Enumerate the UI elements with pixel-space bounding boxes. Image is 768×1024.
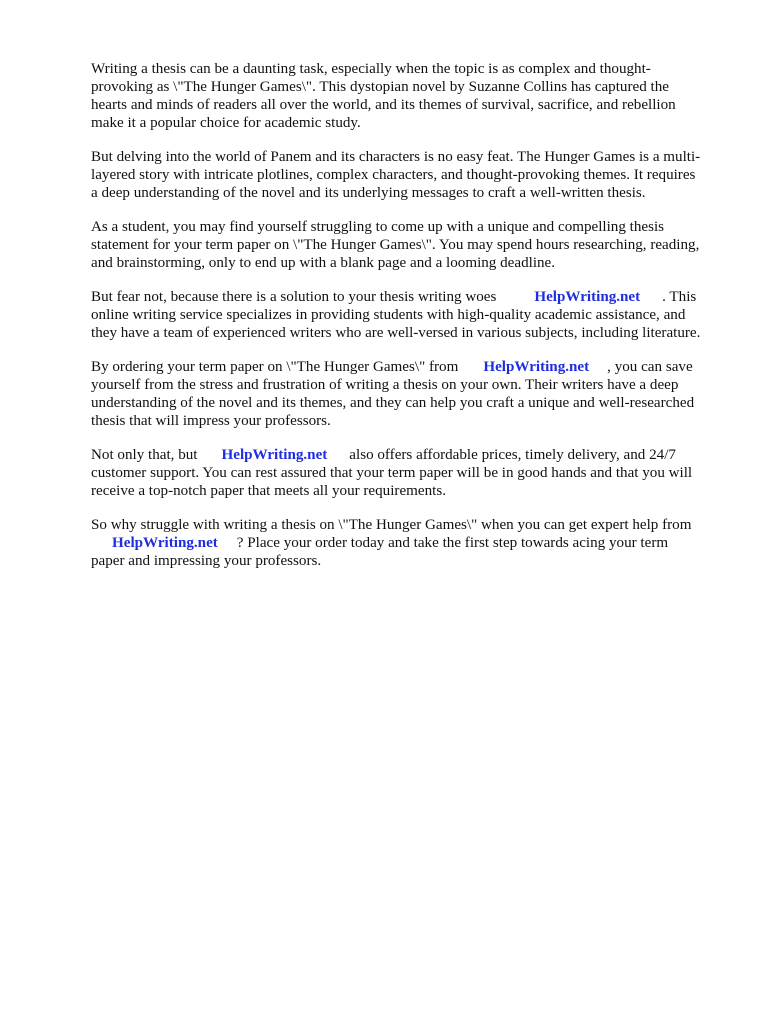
paragraph-solution <box>91 288 723 342</box>
paragraph-student <box>91 218 723 272</box>
text-line: statement for your term paper on \"The Hunger Games\". You may spend hours researching, reading, <box>91 237 700 253</box>
text-line: provoking as \"The Hunger Games\". This dystopian novel by Suzanne Collins has captured the <box>91 79 669 95</box>
helpwriting-link[interactable]: HelpWriting.net <box>112 535 218 551</box>
text-line: thesis that will impress your professors. <box>91 413 331 429</box>
text-line <box>91 446 723 464</box>
text-line: paper and impressing your professors. <box>91 553 322 569</box>
text-line: a deep understanding of the novel and its underlying messages to craft a well-written thesis. <box>91 185 646 201</box>
text-line: But delving into the world of Panem and its characters is no easy feat. The Hunger Games is a multi- <box>91 149 701 165</box>
text-line: customer support. You can rest assured that your term paper will be in good hands and that you will <box>91 465 693 481</box>
paragraph-affordable <box>91 446 723 500</box>
text-line <box>91 288 723 306</box>
text-segment: also offers affordable prices, timely delivery, and 24/7 <box>349 447 676 463</box>
text-segment: . This <box>662 289 697 305</box>
text-segment: Not only that, but <box>91 447 198 463</box>
paragraph-intro <box>91 60 723 132</box>
text-line: hearts and minds of readers all over the world, and its themes of survival, sacrifice, and rebellion <box>91 97 676 113</box>
document-body <box>91 60 723 586</box>
text-line: As a student, you may find yourself struggling to come up with a unique and compelling thesis <box>91 219 665 235</box>
text-line: Writing a thesis can be a daunting task, especially when the topic is as complex and thought- <box>91 61 651 77</box>
text-segment: ? Place your order today and take the first step towards acing your term <box>236 535 669 551</box>
text-line: and brainstorming, only to end up with a blank page and a looming deadline. <box>91 255 556 271</box>
text-segment: , you can save <box>607 359 693 375</box>
text-segment: By ordering your term paper on \"The Hunger Games\" from <box>91 359 459 375</box>
text-line: they have a team of experienced writers who are well-versed in various subjects, including literature. <box>91 325 701 341</box>
paragraph-ordering <box>91 358 723 430</box>
paragraph-panem <box>91 148 723 202</box>
helpwriting-link[interactable]: HelpWriting.net <box>534 289 641 305</box>
text-line: layered story with intricate plotlines, complex characters, and thought-provoking themes. It requires <box>91 167 696 183</box>
text-line: understanding of the novel and its themes, and they can help you craft a unique and well-researched <box>91 395 695 411</box>
text-line <box>91 358 723 376</box>
text-segment: But fear not, because there is a solution to your thesis writing woes <box>91 289 497 305</box>
text-line: So why struggle with writing a thesis on \"The Hunger Games\" when you can get expert help from <box>91 517 692 533</box>
text-line: yourself from the stress and frustration of writing a thesis on your own. Their writers have a deep <box>91 377 679 393</box>
helpwriting-link[interactable]: HelpWriting.net <box>221 447 328 463</box>
text-line: make it a popular choice for academic study. <box>91 115 361 131</box>
text-line <box>91 534 723 552</box>
text-line: receive a top-notch paper that meets all your requirements. <box>91 483 446 499</box>
helpwriting-link[interactable]: HelpWriting.net <box>483 359 590 375</box>
text-line: online writing service specializes in providing students with high-quality academic assistance, and <box>91 307 686 323</box>
paragraph-closing <box>91 516 723 570</box>
